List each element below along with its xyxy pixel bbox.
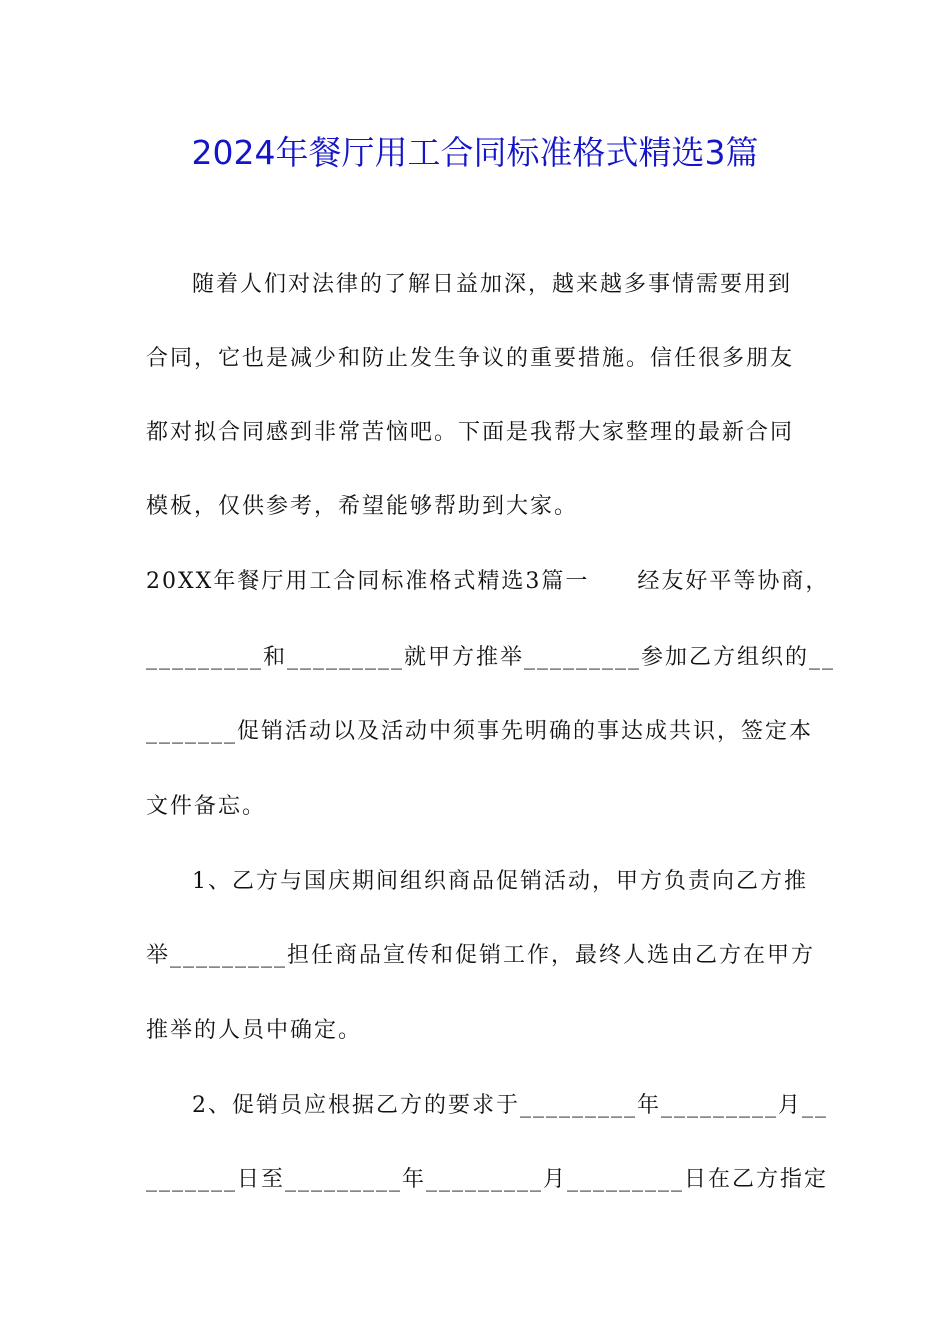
- paragraph-line-9: 1、乙方与国庆期间组织商品促销活动，甲方负责向乙方推: [192, 869, 808, 894]
- paragraph-line-12: 2、促销员应根据乙方的要求于_________年_________月__: [192, 1093, 828, 1118]
- paragraph-line-8: 文件备忘。: [146, 794, 267, 819]
- paragraph-line-13: _______日至_________年_________月_________日在乙方指定: [146, 1167, 829, 1192]
- paragraph-line-4: 模板，仅供参考，希望能够帮助到大家。: [146, 494, 579, 519]
- paragraph-line-7: _______促销活动以及活动中须事先明确的事达成共识，签定本: [146, 719, 814, 744]
- paragraph-line-2: 合同，它也是减少和防止发生争议的重要措施。信任很多朋友: [146, 346, 795, 371]
- paragraph-line-3: 都对拟合同感到非常苦恼吧。下面是我帮大家整理的最新合同: [146, 420, 795, 445]
- paragraph-line-10: 举_________担任商品宣传和促销工作，最终人选由乙方在甲方: [146, 943, 816, 968]
- paragraph-line-1: 随着人们对法律的了解日益加深，越来越多事情需要用到: [192, 272, 793, 297]
- paragraph-line-5: 20XX年餐厅用工合同标准格式精选3篇一 经友好平等协商，: [146, 569, 830, 594]
- paragraph-line-6: _________和_________就甲方推举_________参加乙方组织的__: [146, 645, 836, 670]
- document-title: 2024年餐厅用工合同标准格式精选3篇: [191, 133, 759, 172]
- paragraph-line-11: 推举的人员中确定。: [146, 1018, 363, 1043]
